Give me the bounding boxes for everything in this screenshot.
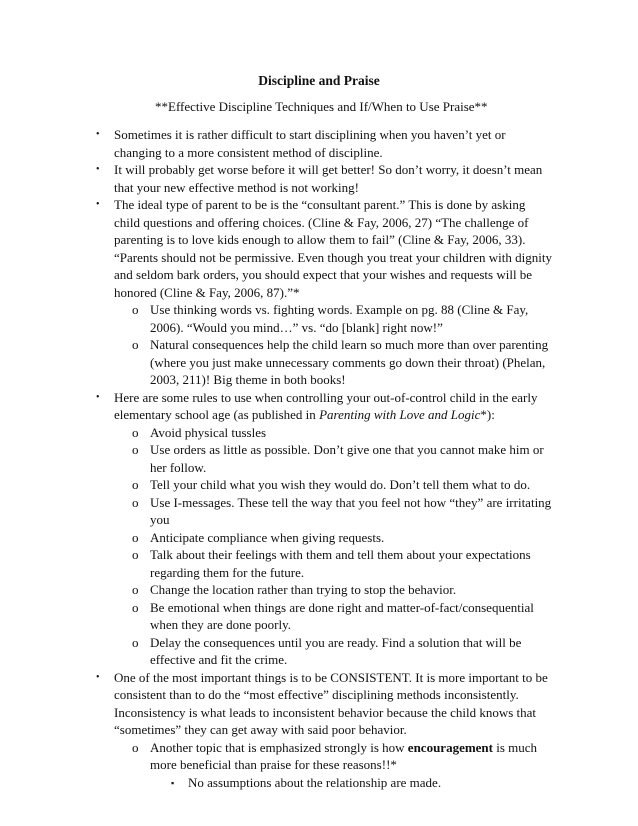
sub-list-item bbox=[0, 336, 638, 389]
sub-list-item bbox=[0, 529, 638, 547]
hollow-bullet-icon: o bbox=[132, 302, 139, 317]
hollow-bullet-icon: o bbox=[132, 477, 139, 492]
bullet-icon: • bbox=[96, 164, 100, 175]
list-item-text-end: *): bbox=[480, 407, 495, 422]
bullet-icon: • bbox=[96, 391, 100, 403]
sub-list-item-text: Natural consequences help the child learn so much more than over parenting (where you just make unnecessary comments go down their throat) (Phelan, 2003, 211)! Big theme in both books! bbox=[150, 337, 549, 387]
document-body bbox=[0, 126, 638, 791]
list-item-text: The ideal type of parent to be is the “consultant parent.” This is done by asking child questions and offering choices. (Cline & Fay, 2006, 27) “The challenge of parenting is to love kids enough to allow them to fail” (Cline & Fay, 2006, 33). “Parents should not be permissive. Even though you treat your children with dignity and seldom bark orders, you should expect that your wishes and requests will be honored (Cline & Fay, 2006, 87).”* bbox=[114, 197, 552, 300]
sub-list-item-text: Delay the consequences until you are ready. Find a solution that will be effective and fit the crime. bbox=[150, 634, 522, 667]
list-item-text: Here are some rules to use when controlling your out-of-control child in the early elementary school age (as published in bbox=[114, 389, 538, 422]
hollow-bullet-icon: o bbox=[132, 547, 139, 562]
sub-list-item-text: Another topic that is emphasized strongly is how bbox=[150, 739, 408, 755]
page-title: Discipline and Praise bbox=[258, 73, 380, 88]
list-item bbox=[0, 161, 638, 196]
list-item bbox=[0, 669, 638, 739]
square-bullet-icon: ▪ bbox=[171, 777, 175, 788]
list-item bbox=[0, 196, 638, 301]
sub-list-item-text-end: is much more beneficial than praise for these reasons!!* bbox=[150, 739, 538, 772]
sub-list-item bbox=[0, 301, 638, 336]
sub-list-item-text: Use thinking words vs. fighting words. Example on pg. 88 (Cline & Fay, 2006). “Would you mind…” vs. “do [blank] right now!” bbox=[150, 302, 529, 335]
list-item-text: It will probably get worse before it will get better! So don’t worry, it doesn’t mean that your new effective method is not working! bbox=[114, 162, 543, 195]
sub-list-item bbox=[0, 546, 638, 581]
sub-list-item bbox=[0, 441, 638, 476]
hollow-bullet-icon: o bbox=[132, 529, 139, 545]
sub-list-item-text: Talk about their feelings with them and tell them about your expectations regarding them for the future. bbox=[150, 547, 531, 580]
sub-list-item bbox=[0, 581, 638, 599]
sub-list-item bbox=[0, 739, 638, 774]
sub-list-item-text: Be emotional when things are done right and matter-of-fact/consequential when they are done poorly. bbox=[150, 599, 534, 632]
emphasis-word: encouragement bbox=[407, 739, 493, 755]
bullet-icon: • bbox=[96, 199, 100, 210]
list-item-text: One of the most important things is to be CONSISTENT. It is more important to be consistent than to do the “most effective” disciplining methods inconsistently. Inconsistency is what leads to inconsistent behavior because the child knows that “sometimes” they can get away with said poor behavior. bbox=[114, 669, 548, 737]
sub-list-item-text: Change the location rather than trying to stop the behavior. bbox=[150, 582, 457, 597]
sub-list-item-text: Anticipate compliance when giving requests. bbox=[150, 529, 385, 545]
sub-list-item bbox=[0, 424, 638, 442]
hollow-bullet-icon: o bbox=[132, 634, 139, 650]
sub-list-item bbox=[0, 494, 638, 529]
sub-list-item-text: Use orders as little as possible. Don’t give one that you cannot make him or her follow. bbox=[150, 442, 544, 475]
sub-list-item bbox=[0, 634, 638, 669]
hollow-bullet-icon: o bbox=[132, 599, 139, 615]
hollow-bullet-icon: o bbox=[132, 442, 139, 457]
hollow-bullet-icon: o bbox=[132, 424, 139, 440]
hollow-bullet-icon: o bbox=[132, 582, 139, 597]
sub-sub-list-item-text: No assumptions about the relationship are made. bbox=[188, 774, 442, 790]
list-item-text: Sometimes it is rather difficult to start disciplining when you haven’t yet or changing to a more consistent method of discipline. bbox=[114, 127, 506, 160]
sub-sub-list-item bbox=[0, 774, 638, 792]
hollow-bullet-icon: o bbox=[132, 739, 139, 755]
sub-list-item bbox=[0, 599, 638, 634]
sub-list-item bbox=[0, 476, 638, 494]
bullet-icon: • bbox=[96, 671, 100, 683]
list-item bbox=[0, 389, 638, 424]
list-item bbox=[0, 126, 638, 161]
page-subtitle: **Effective Discipline Techniques and If/When to Use Praise** bbox=[155, 99, 488, 114]
hollow-bullet-icon: o bbox=[132, 494, 139, 510]
book-title: Parenting with Love and Logic bbox=[319, 407, 481, 422]
bullet-icon: • bbox=[96, 129, 100, 140]
sub-list-item-text: Avoid physical tussles bbox=[150, 424, 267, 440]
sub-list-item-text: Use I-messages. These tell the way that you feel not how “they” are irritating you bbox=[150, 494, 552, 527]
hollow-bullet-icon: o bbox=[132, 337, 139, 352]
sub-list-item-text: Tell your child what you wish they would do. Don’t tell them what to do. bbox=[150, 477, 531, 492]
